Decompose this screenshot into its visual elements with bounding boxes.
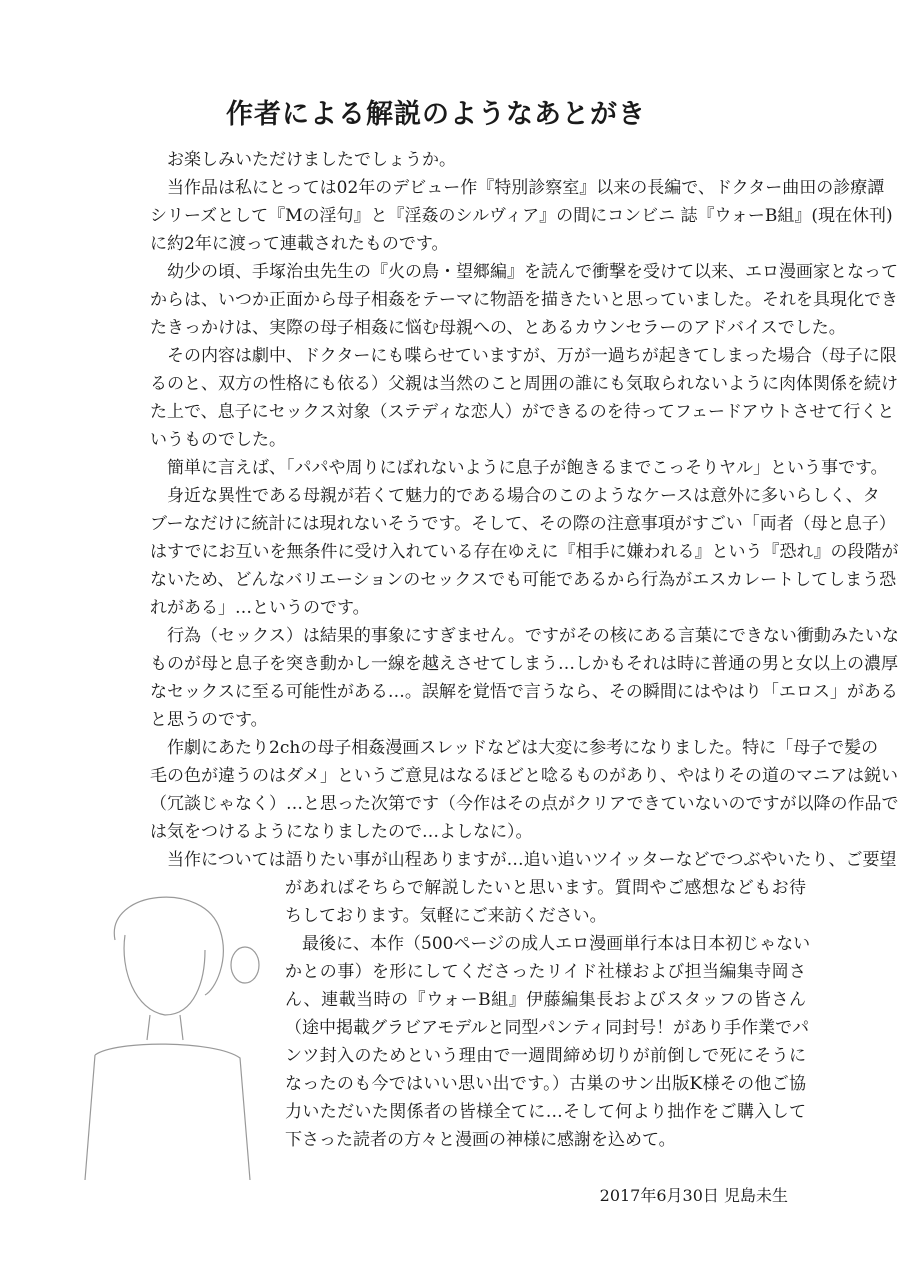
author-sketch-illustration <box>55 880 280 1180</box>
text-line: なったのも今ではいい思い出です。）古巣のサン出版K様その他ご協 <box>285 1074 806 1094</box>
text-line: 当作品は私にとっては02年のデビュー作『特別診察室』以来の長編で、ドクター曲田の診療譚 <box>150 178 885 198</box>
text-line: その内容は劇中、ドクターにも喋らせていますが、万が一過ちが起きてしまった場合（母子に限 <box>150 346 897 366</box>
text-line: お楽しみいただけましたでしょうか。 <box>150 150 456 170</box>
page-title: 作者による解説のようなあとがき <box>226 99 646 130</box>
text-line: 力いただいた関係者の皆様全てに…そして何より拙作をご購入して <box>285 1102 806 1122</box>
text-line: シリーズとして『Mの淫句』と『淫姦のシルヴィア』の間にコンビニ 誌『ウォーB組』(現在休刊) <box>150 206 893 226</box>
text-line: 毛の色が違うのはダメ」というご意見はなるほどと唸るものがあり、やはりその道のマニアは鋭い <box>150 766 898 786</box>
text-line: からは、いつか正面から母子相姦をテーマに物語を描きたいと思っていました。それを具現化でき <box>150 290 898 310</box>
text-line: いうものでした。 <box>150 430 286 450</box>
text-line: 当作については語りたい事が山程ありますが…追い追いツイッターなどでつぶやいたり、ご要望 <box>150 850 897 870</box>
text-line: 幼少の頃、手塚治虫先生の『火の鳥・望郷編』を読んで衝撃を受けて以来、エロ漫画家となって <box>150 262 898 282</box>
text-line: 下さった読者の方々と漫画の神様に感謝を込めて。 <box>285 1130 676 1150</box>
text-line: 簡単に言えば、「パパや周りにばれないように息子が飽きるまでこっそりヤル」という事です。 <box>150 458 888 478</box>
text-line: があればそちらで解説したいと思います。質問やご感想などもお待 <box>285 878 806 898</box>
text-line: 行為（セックス）は結果的事象にすぎません。ですがその核にある言葉にできない衝動みたいな <box>150 626 899 646</box>
text-line: （途中掲載グラビアモデルと同型パンティ同封号！があり手作業でパ <box>285 1018 810 1038</box>
text-line: なセックスに至る可能性がある…。誤解を覚悟で言うなら、その瞬間にはやはり「エロス」がある <box>150 682 898 702</box>
text-line: と思うのです。 <box>150 710 268 730</box>
afterword-body-lower <box>285 874 811 1154</box>
text-line: に約2年に渡って連載されたものです。 <box>150 234 449 254</box>
text-line: ものが母と息子を突き動かし一線を越えさせてしまう…しかもそれは時に普通の男と女以上の濃厚 <box>150 654 898 674</box>
text-line: ブーなだけに統計には現れないそうです。そして、その際の注意事項がすごい「両者（母と息子） <box>150 514 896 534</box>
text-line: は気をつけるようになりましたので…よしなに）。 <box>150 822 533 842</box>
text-line: （冗談じゃなく）…と思った次第です（今作はその点がクリアできていないのですが以降の作品で <box>150 794 899 814</box>
text-line: 最後に、本作（500ページの成人エロ漫画単行本は日本初じゃない <box>285 934 811 954</box>
afterword-body-upper <box>150 146 899 874</box>
text-line: ンツ封入のためという理由で一週間締め切りが前倒しで死にそうに <box>285 1046 806 1066</box>
text-line: ないため、どんなバリエーションのセックスでも可能であるから行為がエスカレートしてしまう恐 <box>150 570 897 590</box>
text-line: ちしております。気軽にご来訪ください。 <box>285 906 607 926</box>
text-line: はすでにお互いを無条件に受け入れている存在ゆえに『相手に嫌われる』という『恐れ』の段階が <box>150 542 899 562</box>
text-line: ん、連載当時の『ウォーB組』伊藤編集長およびスタッフの皆さん <box>285 990 806 1010</box>
text-line: かとの事）を形にしてくださったリイド社様および担当編集寺岡さ <box>285 962 806 982</box>
text-line: た上で、息子にセックス対象（ステディな恋人）ができるのを待ってフェードアウトさせて行くと <box>150 402 895 422</box>
text-line: 作劇にあたり2chの母子相姦漫画スレッドなどは大変に参考になりました。特に「母子で髪の <box>150 738 879 758</box>
text-line: るのと、双方の性格にも依る）父親は当然のこと周囲の誰にも気取られないように肉体関係を続け <box>150 374 898 394</box>
text-line: 身近な異性である母親が若くて魅力的である場合のこのようなケースは意外に多いらしく、タ <box>150 486 880 506</box>
date-and-signature: 2017年6月30日 児島未生 <box>599 1186 788 1205</box>
text-line: れがある」…というのです。 <box>150 598 370 618</box>
text-line: たきっかけは、実際の母子相姦に悩む母親への、とあるカウンセラーのアドバイスでした。 <box>150 318 846 338</box>
